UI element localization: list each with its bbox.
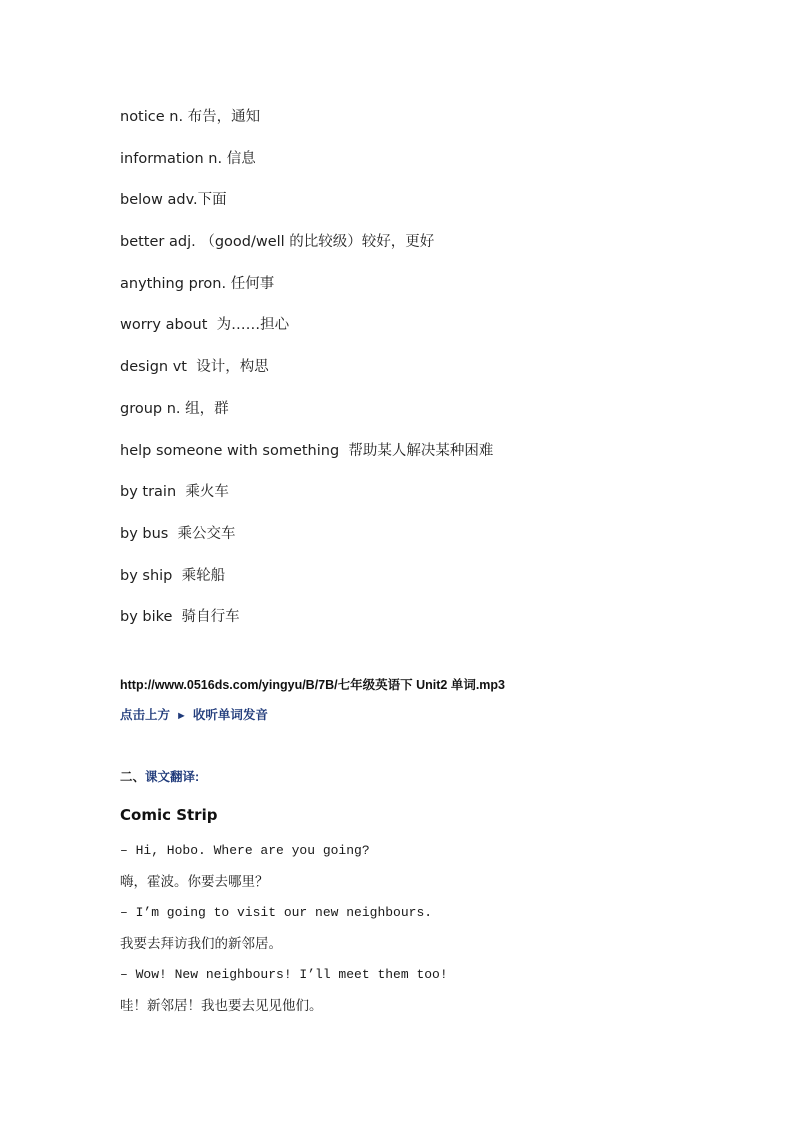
vocab-item bbox=[120, 189, 740, 231]
vocab-text: anything pron. 任何事 bbox=[120, 275, 275, 292]
audio-hint-before: 点击上方 bbox=[120, 708, 171, 722]
audio-block bbox=[120, 674, 740, 727]
vocab-text: by bus 乘公交车 bbox=[120, 525, 236, 542]
section-heading bbox=[120, 766, 199, 788]
vocab-text: help someone with something 帮助某人解决某种困难 bbox=[120, 442, 494, 459]
vocab-item bbox=[120, 356, 740, 398]
vocab-item bbox=[120, 273, 740, 315]
vocab-item bbox=[120, 565, 740, 607]
dialogue-line-en: – Hi, Hobo. Where are you going? bbox=[120, 843, 370, 858]
vocab-item bbox=[120, 148, 740, 190]
audio-link[interactable]: http://www.0516ds.com/yingyu/B/7B/七年级英语下 Unit2 单词.mp3 bbox=[120, 678, 506, 692]
section-number: 二、 bbox=[120, 770, 146, 784]
section-title: 课文翻译: bbox=[145, 770, 200, 784]
vocab-text: group n. 组，群 bbox=[120, 400, 229, 417]
vocab-item bbox=[120, 440, 740, 482]
dialogue-line-zh: 哇！新邻居！我也要去见见他们。 bbox=[120, 998, 323, 1014]
comic-strip-title: Comic Strip bbox=[120, 806, 218, 824]
vocab-item bbox=[120, 231, 740, 273]
vocab-text: better adj. （good/well 的比较级）较好，更好 bbox=[120, 234, 435, 251]
play-icon[interactable]: ► bbox=[176, 710, 187, 722]
vocab-item bbox=[120, 523, 740, 565]
vocabulary-list bbox=[120, 106, 740, 648]
vocab-item bbox=[120, 606, 740, 648]
vocab-item bbox=[120, 106, 740, 148]
vocab-text: by ship 乘轮船 bbox=[120, 567, 226, 584]
vocab-item bbox=[120, 481, 740, 523]
vocab-text: notice n. 布告，通知 bbox=[120, 109, 261, 125]
vocab-text: information n. 信息 bbox=[120, 150, 256, 167]
vocab-text: below adv.下面 bbox=[120, 192, 227, 209]
dialogue bbox=[120, 840, 740, 1026]
vocab-item bbox=[120, 314, 740, 356]
dialogue-line-zh: 嗨，霍波。你要去哪里？ bbox=[120, 874, 269, 890]
vocab-text: by train 乘火车 bbox=[120, 484, 229, 501]
dialogue-line-zh: 我要去拜访我们的新邻居。 bbox=[120, 936, 282, 952]
vocab-text: by bike 骑自行车 bbox=[120, 609, 240, 626]
audio-hint bbox=[120, 704, 740, 727]
vocab-text: worry about 为……担心 bbox=[120, 317, 290, 334]
vocab-item bbox=[120, 398, 740, 440]
vocab-text: design vt 设计，构思 bbox=[120, 359, 269, 376]
dialogue-line-en: – Wow! New neighbours! I’ll meet them too! bbox=[120, 967, 448, 982]
audio-hint-after: 收听单词发音 bbox=[192, 708, 268, 722]
dialogue-line-en: – I’m going to visit our new neighbours. bbox=[120, 905, 433, 920]
